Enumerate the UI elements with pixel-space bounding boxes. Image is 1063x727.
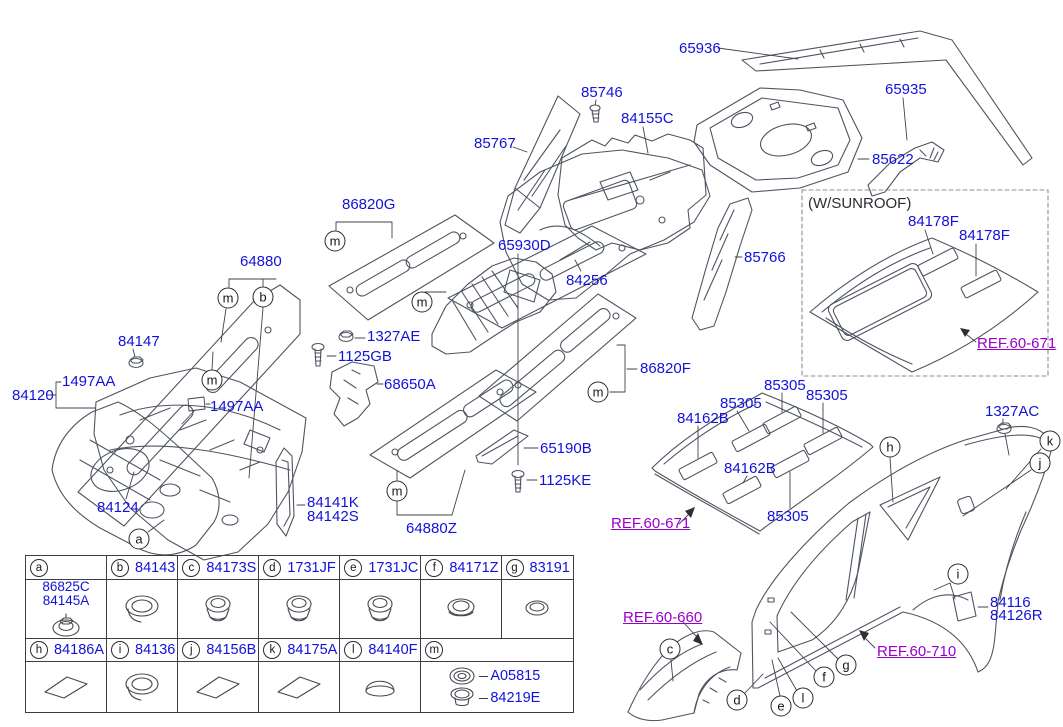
legend-header-h: [26, 639, 107, 662]
callout-marker-m: m: [202, 370, 223, 391]
callout-marker-m: m: [412, 292, 433, 313]
legend-letter-g: g: [506, 559, 524, 577]
legend-header-i: [107, 639, 178, 662]
ref-link-ref-60-710[interactable]: REF.60-710: [877, 643, 957, 660]
drawing-84120: [47, 368, 306, 560]
callout-marker-m: m: [387, 481, 408, 502]
grommet-flat-icon: [439, 594, 483, 624]
legend-icon-cell: [501, 580, 573, 639]
legend-letter-b: b: [111, 559, 129, 577]
part-label-85767[interactable]: 85767: [474, 135, 516, 152]
legend-part-a05815[interactable]: A05815: [490, 668, 541, 684]
legend-header-a: [26, 556, 107, 580]
legend-header-c: [178, 556, 259, 580]
grommet-dome-icon: [358, 592, 402, 626]
part-label-84124[interactable]: 84124: [97, 499, 139, 516]
part-label-1327ae[interactable]: 1327AE: [367, 328, 421, 345]
ref-link-ref-60-671[interactable]: REF.60-671: [977, 335, 1057, 352]
part-label-65190b[interactable]: 65190B: [540, 440, 592, 457]
legend-part-83191[interactable]: 83191: [529, 559, 570, 576]
part-label-1327ac[interactable]: 1327AC: [985, 403, 1040, 420]
legend-header-j: [178, 639, 259, 662]
part-label-84116[interactable]: 84116: [990, 594, 1031, 611]
plug-a-icon: [447, 665, 477, 687]
part-label-84155c[interactable]: 84155C: [621, 110, 674, 127]
part-label-85622[interactable]: 85622: [872, 151, 914, 168]
legend-letter-j: j: [182, 641, 200, 659]
part-label-84162b[interactable]: 84162B: [677, 410, 729, 427]
part-label-84147[interactable]: 84147: [118, 333, 160, 350]
legend-part-84156b[interactable]: 84156B: [206, 642, 257, 658]
legend-part-84143[interactable]: 84143: [135, 559, 176, 576]
legend-letter-k: k: [263, 641, 281, 659]
callout-marker-i: i: [948, 564, 969, 585]
legend-letter-a: a: [30, 559, 48, 577]
legend-part-84136[interactable]: 84136: [135, 642, 176, 658]
bolt-1125GB: [312, 344, 336, 367]
legend-letter-f: f: [425, 559, 443, 577]
part-label-84120[interactable]: 84120: [12, 387, 54, 404]
drawing-85746-bolt: [590, 100, 600, 122]
legend-letter-c: c: [182, 559, 200, 577]
callout-marker-a: a: [129, 529, 150, 550]
callout-marker-m: m: [588, 382, 609, 403]
grommet-large-icon: [120, 670, 164, 704]
legend-icon-cell: [107, 662, 178, 713]
part-label-85305[interactable]: 85305: [806, 387, 848, 404]
legend-letter-d: d: [263, 559, 281, 577]
callout-marker-c: c: [660, 639, 681, 660]
legend-part-84175a[interactable]: 84175A: [287, 642, 338, 658]
callout-marker-k: k: [1040, 431, 1061, 452]
legend-icon-cell: [340, 580, 421, 639]
drawing-68650A: [330, 362, 383, 426]
legend-icon-cell: [421, 662, 573, 713]
callout-marker-m: m: [218, 288, 239, 309]
bolt-1125KE: [512, 471, 537, 493]
callout-marker-h: h: [880, 437, 901, 458]
legend-part-84140f[interactable]: 84140F: [368, 642, 418, 658]
legend-header-d: [259, 556, 340, 580]
callout-marker-b: b: [253, 287, 274, 308]
legend-icon-cell: [340, 662, 421, 713]
callout-marker-m: m: [325, 231, 346, 252]
nut-84147: [129, 349, 143, 368]
legend-table: [25, 555, 574, 713]
legend-header-m: [421, 639, 573, 662]
part-label-85305[interactable]: 85305: [720, 395, 762, 412]
leader-dash: [479, 698, 488, 699]
pad-diamond-icon: [189, 670, 247, 704]
drawing-86820F: [479, 294, 637, 421]
part-label-84178f[interactable]: 84178F: [908, 213, 959, 230]
legend-part-84173s[interactable]: 84173S: [206, 559, 257, 576]
drawing-85622: [694, 88, 869, 192]
legend-letter-h: h: [30, 641, 48, 659]
drawing-65935: [868, 98, 944, 196]
grommet-large-icon: [120, 592, 164, 626]
legend-header-g: [501, 556, 573, 580]
legend-icon-cell: [178, 662, 259, 713]
drawing-65930D: [432, 254, 556, 465]
callout-marker-l: l: [793, 688, 814, 709]
ref-link-ref-60-660[interactable]: REF.60-660: [623, 609, 703, 626]
part-label-1125ke[interactable]: 1125KE: [539, 472, 592, 489]
part-label-85766[interactable]: 85766: [744, 249, 786, 266]
legend-part-1731jc[interactable]: 1731JC: [368, 559, 419, 576]
part-label-84162b[interactable]: 84162B: [724, 460, 776, 477]
legend-header-l: [340, 639, 421, 662]
legend-icon-cell: [107, 580, 178, 639]
legend-icon-cell: [26, 662, 107, 713]
legend-letter-m: m: [425, 641, 443, 659]
drawing-85766: [692, 198, 752, 330]
legend-icon-cell: [259, 662, 340, 713]
drawing-85767: [505, 96, 580, 233]
part-label-68650a[interactable]: 68650A: [384, 376, 436, 393]
legend-letter-e: e: [344, 559, 362, 577]
part-label-84126r[interactable]: 84126R: [990, 607, 1043, 624]
part-label-1497aa[interactable]: 1497AA: [210, 398, 264, 415]
legend-part-84219e[interactable]: 84219E: [490, 690, 541, 706]
legend-header-k: [259, 639, 340, 662]
drawing-fender: [628, 622, 741, 721]
legend-icon-cell: [178, 580, 259, 639]
legend-part-84186a[interactable]: 84186A: [54, 642, 104, 658]
legend-icon-cell: [26, 580, 107, 639]
callout-marker-d: d: [727, 690, 748, 711]
part-label-84141k[interactable]: 84141K: [307, 494, 359, 511]
legend-header-b: [107, 556, 178, 580]
part-label-1125gb[interactable]: 1125GB: [338, 348, 392, 365]
part-label-64880z[interactable]: 64880Z: [406, 520, 457, 537]
drawing-65190B: [476, 430, 538, 464]
ref-link-ref-60-671[interactable]: REF.60-671: [611, 515, 691, 532]
callout-marker-j: j: [1030, 453, 1051, 474]
cap-dome-icon: [358, 672, 402, 702]
part-label-86820f[interactable]: 86820F: [640, 360, 691, 377]
grommet-flat-small-icon: [515, 595, 559, 623]
pad-diamond-icon: [270, 670, 328, 704]
part-label-1497aa[interactable]: 1497AA: [62, 373, 116, 390]
drawing-84141K: [276, 448, 305, 536]
leader-dash: [479, 676, 488, 677]
plug-b-icon: [447, 687, 477, 709]
part-label-85305[interactable]: 85305: [767, 508, 809, 525]
legend-icon-cell: [421, 580, 501, 639]
part-label-86820g[interactable]: 86820G: [342, 196, 396, 213]
legend-header-e: [340, 556, 421, 580]
legend-header-f: [421, 556, 501, 580]
callout-marker-e: e: [771, 696, 792, 717]
nut-icon: [44, 608, 88, 638]
legend-letter-i: i: [111, 641, 129, 659]
part-label-65936[interactable]: 65936: [679, 40, 721, 57]
part-label-84256[interactable]: 84256: [566, 272, 608, 289]
part-label-65930d[interactable]: 65930D: [498, 237, 551, 254]
part-label-84142s[interactable]: 84142S: [307, 508, 359, 525]
callout-marker-g: g: [836, 655, 857, 676]
pad-diamond-icon: [37, 670, 95, 704]
sunroof-note: (W/SUNROOF): [808, 195, 912, 212]
legend-part-84171z[interactable]: 84171Z: [449, 559, 499, 576]
part-label-64880[interactable]: 64880: [240, 253, 282, 270]
grommet-dome-icon: [196, 592, 240, 626]
callout-marker-f: f: [814, 667, 835, 688]
nut-1327AE: [339, 331, 365, 342]
legend-part-86825c-84145a[interactable]: 86825C 84145A: [42, 579, 90, 608]
part-label-85305[interactable]: 85305: [764, 377, 806, 394]
legend-letter-l: l: [344, 641, 362, 659]
legend-icon-cell: [259, 580, 340, 639]
grommet-dome-icon: [277, 592, 321, 626]
part-label-85746[interactable]: 85746: [581, 84, 623, 101]
part-label-65935[interactable]: 65935: [885, 81, 927, 98]
part-label-84178f[interactable]: 84178F: [959, 227, 1010, 244]
legend-part-1731jf[interactable]: 1731JF: [287, 559, 336, 576]
drawing-64880: [78, 279, 300, 526]
